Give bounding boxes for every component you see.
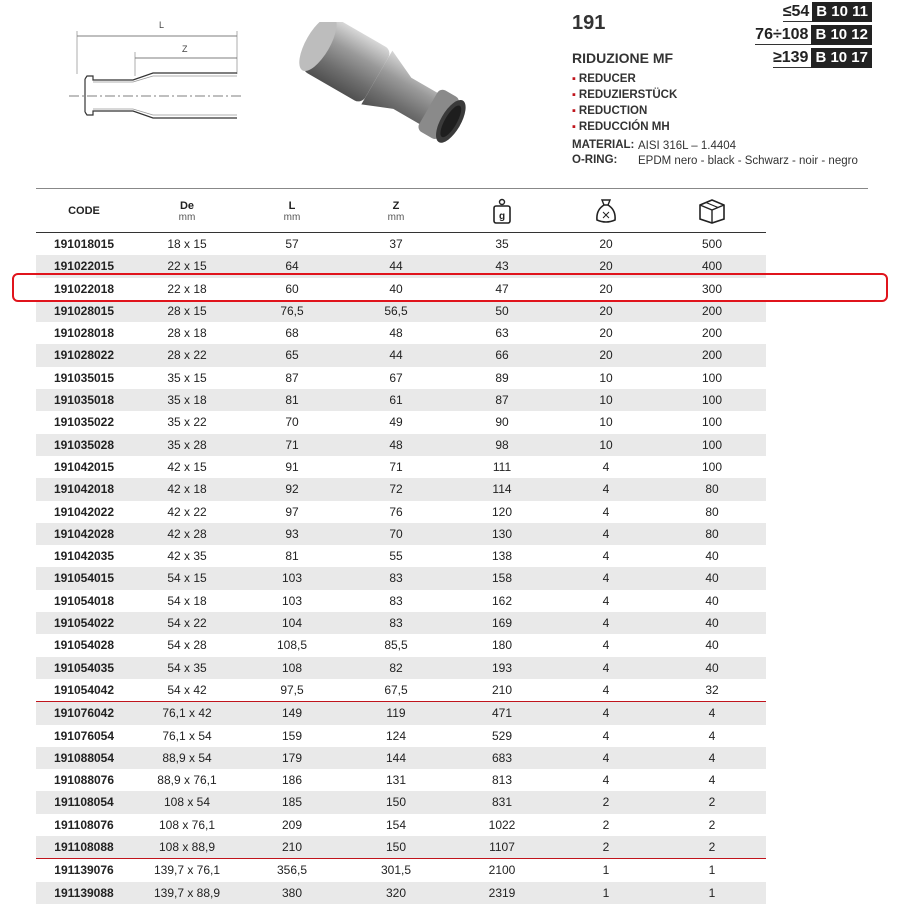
- table-row: [36, 836, 766, 858]
- cell-de: 139,7 x 76,1: [153, 863, 221, 878]
- cell-l: 108,5: [276, 638, 308, 653]
- table-row: [36, 233, 766, 255]
- cell-bag-qty: 4: [602, 526, 610, 541]
- cell-weight: 1107: [489, 840, 515, 855]
- cell-weight: 193: [491, 660, 513, 675]
- cell-l: 91: [285, 459, 299, 474]
- cell-z: 49: [389, 415, 403, 430]
- translation-item: ▪ REDUCCIÓN MH: [572, 121, 670, 133]
- cell-bag-qty: 1: [602, 863, 610, 878]
- cell-weight: 1022: [488, 817, 516, 832]
- cell-box-qty: 200: [701, 326, 723, 341]
- cell-box-qty: 40: [705, 660, 719, 675]
- cell-z: 70: [389, 526, 403, 541]
- cell-bag-qty: 10: [599, 437, 613, 452]
- cell-weight: 2100: [488, 863, 516, 878]
- cell-bag-qty: 4: [602, 638, 610, 653]
- bullet-icon: ▪: [572, 89, 576, 101]
- cell-de: 35 x 15: [167, 370, 207, 385]
- cell-code: 191054022: [53, 616, 115, 631]
- table-row: [36, 322, 766, 344]
- cell-code: 191139088: [54, 885, 114, 900]
- cell-code: 191108088: [54, 840, 114, 855]
- cell-code: 191035022: [53, 415, 115, 430]
- cell-bag-qty: 2: [602, 840, 610, 855]
- cell-z: 150: [385, 795, 407, 810]
- cell-weight: 114: [492, 482, 512, 497]
- table-row: [36, 679, 766, 701]
- cell-z: 44: [389, 259, 403, 274]
- cell-weight: 471: [491, 706, 513, 721]
- cell-l: 70: [285, 415, 299, 430]
- table-row: [36, 545, 766, 567]
- cell-l: 68: [285, 326, 299, 341]
- cell-code: 191028018: [53, 326, 115, 341]
- cell-code: 191054028: [53, 638, 115, 653]
- cell-z: 40: [389, 281, 403, 296]
- cell-l: 179: [281, 750, 303, 765]
- cell-bag-qty: 20: [599, 326, 613, 341]
- cell-weight: 2319: [488, 885, 516, 900]
- cell-de: 54 x 35: [167, 660, 207, 675]
- table-row: [36, 701, 766, 724]
- cell-box-qty: 4: [708, 750, 716, 765]
- cell-weight: 813: [491, 773, 513, 788]
- cell-l: 103: [281, 571, 303, 586]
- product-name: RIDUZIONE MF: [572, 50, 674, 66]
- reference-badges: [755, 2, 872, 71]
- cell-l: 103: [281, 593, 303, 608]
- cell-box-qty: 200: [701, 348, 723, 363]
- cell-z: 61: [389, 393, 403, 408]
- cell-de: 108 x 76,1: [158, 817, 216, 832]
- table-row: [36, 612, 766, 634]
- cell-z: 67: [389, 370, 403, 385]
- cell-de: 35 x 22: [167, 415, 207, 430]
- cell-code: 191042035: [53, 549, 115, 564]
- cell-l: 108: [281, 660, 303, 675]
- cell-l: 76,5: [280, 303, 304, 318]
- cell-z: 83: [389, 616, 403, 631]
- cell-z: 119: [386, 706, 406, 721]
- cell-code: 191108076: [54, 817, 114, 832]
- cell-de: 42 x 15: [167, 459, 207, 474]
- header-code: CODE: [68, 205, 100, 217]
- cell-l: 159: [281, 728, 303, 743]
- cell-code: 191054018: [53, 593, 115, 608]
- cell-box-qty: 4: [708, 773, 716, 788]
- header-rule: [36, 188, 868, 189]
- cell-code: 191035028: [53, 437, 115, 452]
- cell-l: 210: [281, 840, 303, 855]
- cell-z: 72: [389, 482, 403, 497]
- table-row: [36, 747, 766, 769]
- cell-weight: 63: [495, 326, 509, 341]
- table-body: [36, 233, 766, 904]
- cell-bag-qty: 2: [602, 817, 610, 832]
- cell-de: 42 x 18: [167, 482, 207, 497]
- cell-bag-qty: 20: [599, 237, 613, 251]
- table-row: [36, 657, 766, 679]
- cell-l: 60: [285, 281, 299, 296]
- cell-z: 150: [385, 840, 407, 855]
- badge-range: 76÷108 B 10 12: [755, 25, 872, 45]
- table-header: [36, 190, 766, 232]
- cell-bag-qty: 4: [602, 750, 610, 765]
- cell-l: 104: [281, 616, 303, 631]
- cell-box-qty: 100: [701, 459, 723, 474]
- cell-z: 44: [389, 348, 403, 363]
- product-photo: [280, 22, 480, 162]
- cell-code: 191022018: [53, 281, 115, 296]
- cell-bag-qty: 10: [599, 393, 613, 408]
- cell-l: 97: [285, 504, 299, 519]
- table-row: [36, 567, 766, 589]
- bag-icon: [594, 198, 618, 224]
- cell-bag-qty: 20: [599, 281, 613, 296]
- cell-box-qty: 40: [705, 571, 719, 586]
- translation-item: ▪ REDUCTION: [572, 105, 648, 117]
- cell-box-qty: 1: [708, 863, 716, 878]
- cell-box-qty: 80: [705, 504, 719, 519]
- cell-weight: 138: [491, 549, 513, 564]
- header-l: L mm: [283, 199, 301, 223]
- cell-bag-qty: 20: [599, 348, 613, 363]
- cell-de: 54 x 42: [167, 682, 207, 697]
- table-row: [36, 882, 766, 904]
- cell-weight: 529: [491, 728, 513, 743]
- cell-box-qty: 300: [701, 281, 723, 296]
- cell-box-qty: 2: [708, 795, 716, 810]
- header-weight: [462, 190, 542, 232]
- cell-l: 209: [281, 817, 303, 832]
- cell-de: 18 x 15: [167, 237, 207, 251]
- cell-l: 97,5: [280, 682, 304, 697]
- cell-box-qty: 80: [705, 482, 719, 497]
- cell-l: 186: [281, 773, 303, 788]
- cell-de: 54 x 15: [167, 571, 207, 586]
- cell-bag-qty: 4: [602, 682, 610, 697]
- bullet-icon: ▪: [572, 73, 576, 85]
- table-row: [36, 858, 766, 881]
- material-value: AISI 316L – 1.4404: [638, 140, 737, 152]
- cell-weight: 111: [492, 459, 512, 474]
- cell-bag-qty: 4: [602, 616, 610, 631]
- cell-code: 191018015: [53, 237, 115, 251]
- cell-code: 191054015: [53, 571, 115, 586]
- cell-z: 124: [385, 728, 407, 743]
- cell-z: 48: [389, 326, 403, 341]
- cell-weight: 35: [495, 237, 509, 251]
- cell-de: 28 x 15: [167, 303, 207, 318]
- table-row: [36, 411, 766, 433]
- cell-weight: 43: [495, 259, 509, 274]
- header-box: [672, 190, 752, 232]
- cell-bag-qty: 2: [602, 795, 610, 810]
- cell-box-qty: 40: [705, 616, 719, 631]
- cell-l: 64: [285, 259, 299, 274]
- table-row: [36, 434, 766, 456]
- table-row: [36, 634, 766, 656]
- cell-de: 54 x 18: [167, 593, 207, 608]
- cell-l: 57: [285, 237, 299, 251]
- cell-weight: 98: [495, 437, 509, 452]
- cell-z: 48: [389, 437, 403, 452]
- cell-z: 83: [389, 571, 403, 586]
- cell-weight: 89: [495, 370, 509, 385]
- table-row: [36, 344, 766, 366]
- cell-box-qty: 2: [708, 840, 716, 855]
- cell-weight: 50: [495, 303, 509, 318]
- table-row: [36, 501, 766, 523]
- cell-box-qty: 100: [701, 370, 723, 385]
- cell-de: 42 x 22: [167, 504, 207, 519]
- cell-weight: 120: [491, 504, 513, 519]
- translations-list: [572, 71, 677, 135]
- cell-code: 191022015: [53, 259, 115, 274]
- cell-bag-qty: 4: [602, 593, 610, 608]
- cell-de: 76,1 x 42: [162, 706, 212, 721]
- cell-code: 191042028: [53, 526, 115, 541]
- cell-z: 320: [385, 885, 407, 900]
- cell-code: 191088054: [53, 750, 115, 765]
- cell-z: 154: [385, 817, 407, 832]
- cell-box-qty: 40: [705, 593, 719, 608]
- cell-z: 131: [385, 773, 407, 788]
- cell-box-qty: 40: [705, 638, 719, 653]
- cell-l: 71: [285, 437, 299, 452]
- cell-weight: 180: [491, 638, 513, 653]
- table-row: [36, 769, 766, 791]
- cell-de: 28 x 18: [167, 326, 207, 341]
- cell-box-qty: 1: [708, 885, 716, 900]
- table-row: [36, 814, 766, 836]
- cell-z: 82: [389, 660, 403, 675]
- cell-z: 85,5: [384, 638, 408, 653]
- cell-weight: 66: [495, 348, 509, 363]
- cell-l: 92: [285, 482, 299, 497]
- table-row: [36, 456, 766, 478]
- cell-box-qty: 100: [701, 437, 723, 452]
- cell-box-qty: 32: [705, 682, 719, 697]
- cell-weight: 169: [491, 616, 513, 631]
- cell-de: 54 x 22: [167, 616, 207, 631]
- cell-weight: 87: [495, 393, 509, 408]
- cell-weight: 683: [491, 750, 513, 765]
- cell-de: 22 x 18: [167, 281, 207, 296]
- cell-l: 380: [281, 885, 303, 900]
- badge-range: ≥139 B 10 17: [755, 48, 872, 68]
- cell-box-qty: 40: [705, 549, 719, 564]
- cell-z: 37: [389, 237, 403, 251]
- cell-bag-qty: 4: [602, 504, 610, 519]
- cell-code: 191028022: [53, 348, 115, 363]
- cell-code: 191042022: [53, 504, 115, 519]
- cell-de: 28 x 22: [167, 348, 207, 363]
- table-row: [36, 478, 766, 500]
- cell-code: 191139076: [54, 863, 114, 878]
- cell-z: 55: [389, 549, 403, 564]
- cell-bag-qty: 4: [602, 728, 610, 743]
- cell-de: 108 x 54: [163, 795, 211, 810]
- cell-de: 42 x 35: [167, 549, 207, 564]
- cell-weight: 210: [491, 682, 513, 697]
- svg-text:g: g: [498, 211, 506, 222]
- cell-bag-qty: 4: [602, 571, 610, 586]
- cell-l: 356,5: [276, 863, 308, 878]
- bullet-icon: ▪: [572, 121, 576, 133]
- cell-box-qty: 100: [701, 393, 723, 408]
- cell-box-qty: 4: [708, 728, 716, 743]
- cell-weight: 158: [491, 571, 513, 586]
- oring-label: O-RING:: [572, 154, 618, 166]
- header-z: Z mm: [387, 199, 405, 223]
- cell-de: 54 x 28: [167, 638, 207, 653]
- cell-bag-qty: 4: [602, 549, 610, 564]
- cell-de: 88,9 x 54: [162, 750, 212, 765]
- cell-de: 88,9 x 76,1: [157, 773, 217, 788]
- cell-de: 35 x 18: [167, 393, 207, 408]
- cell-code: 191054035: [53, 660, 115, 675]
- technical-drawing: [55, 14, 255, 134]
- cell-l: 185: [281, 795, 303, 810]
- cell-box-qty: 100: [701, 415, 723, 430]
- cell-code: 191035018: [53, 393, 115, 408]
- cell-box-qty: 500: [701, 237, 723, 251]
- table-row: [36, 389, 766, 411]
- cell-z: 301,5: [380, 863, 412, 878]
- cell-bag-qty: 20: [599, 303, 613, 318]
- translation-item: ▪ REDUZIERSTÜCK: [572, 89, 678, 101]
- cell-bag-qty: 4: [602, 482, 610, 497]
- cell-weight: 130: [491, 526, 513, 541]
- cell-code: 191054042: [53, 682, 115, 697]
- header-de: De mm: [178, 199, 196, 223]
- badge-range: ≤54 B 10 11: [755, 2, 872, 22]
- cell-bag-qty: 4: [602, 459, 610, 474]
- cell-bag-qty: 10: [599, 370, 613, 385]
- cell-code: 191076042: [53, 706, 115, 721]
- cell-de: 76,1 x 54: [162, 728, 212, 743]
- cell-z: 67,5: [384, 682, 408, 697]
- cell-weight: 47: [495, 281, 509, 296]
- cell-l: 93: [285, 526, 299, 541]
- cell-l: 149: [281, 706, 303, 721]
- table-row: [36, 791, 766, 813]
- cell-box-qty: 4: [708, 706, 716, 721]
- oring-value: EPDM nero - black - Schwarz - noir - negro: [638, 155, 858, 167]
- cell-bag-qty: 4: [602, 706, 610, 721]
- cell-weight: 162: [491, 593, 513, 608]
- cell-code: 191042015: [53, 459, 115, 474]
- cell-z: 71: [389, 459, 403, 474]
- cell-code: 191076054: [53, 728, 115, 743]
- cell-z: 56,5: [384, 303, 408, 318]
- cell-l: 81: [285, 393, 299, 408]
- dimension-label-z: Z: [182, 44, 188, 54]
- box-icon: [696, 198, 728, 224]
- table-row: [36, 300, 766, 322]
- cell-box-qty: 200: [701, 303, 723, 318]
- cell-bag-qty: 4: [602, 660, 610, 675]
- cell-code: 191108054: [54, 795, 114, 810]
- cell-z: 76: [389, 504, 403, 519]
- table-row: [36, 523, 766, 545]
- cell-box-qty: 2: [708, 817, 716, 832]
- cell-box-qty: 80: [705, 526, 719, 541]
- cell-code: 191042018: [53, 482, 115, 497]
- table-row: [36, 725, 766, 747]
- cell-bag-qty: 10: [599, 415, 613, 430]
- cell-de: 22 x 15: [167, 259, 207, 274]
- cell-l: 87: [285, 370, 299, 385]
- cell-code: 191035015: [53, 370, 115, 385]
- cell-weight: 831: [491, 795, 513, 810]
- cell-bag-qty: 20: [599, 259, 613, 274]
- cell-l: 65: [285, 348, 299, 363]
- highlight-box: [12, 273, 888, 302]
- header-bag: [566, 190, 646, 232]
- cell-de: 42 x 28: [167, 526, 207, 541]
- cell-de: 139,7 x 88,9: [153, 885, 221, 900]
- material-label: MATERIAL:: [572, 139, 635, 151]
- cell-l: 81: [285, 549, 299, 564]
- cell-z: 144: [385, 750, 407, 765]
- cell-box-qty: 400: [701, 259, 723, 274]
- cell-code: 191088076: [53, 773, 115, 788]
- cell-de: 35 x 28: [167, 437, 207, 452]
- cell-code: 191028015: [53, 303, 115, 318]
- product-code: 191: [572, 12, 606, 34]
- bullet-icon: ▪: [572, 105, 576, 117]
- cell-bag-qty: 1: [602, 885, 610, 900]
- cell-z: 83: [389, 593, 403, 608]
- translation-item: ▪ REDUCER: [572, 73, 636, 85]
- cell-bag-qty: 4: [602, 773, 610, 788]
- cell-de: 108 x 88,9: [158, 840, 216, 855]
- cell-weight: 90: [495, 415, 509, 430]
- dimension-label-l: L: [159, 20, 165, 30]
- table-row: [36, 590, 766, 612]
- weight-g-icon: [492, 198, 512, 224]
- table-row: [36, 367, 766, 389]
